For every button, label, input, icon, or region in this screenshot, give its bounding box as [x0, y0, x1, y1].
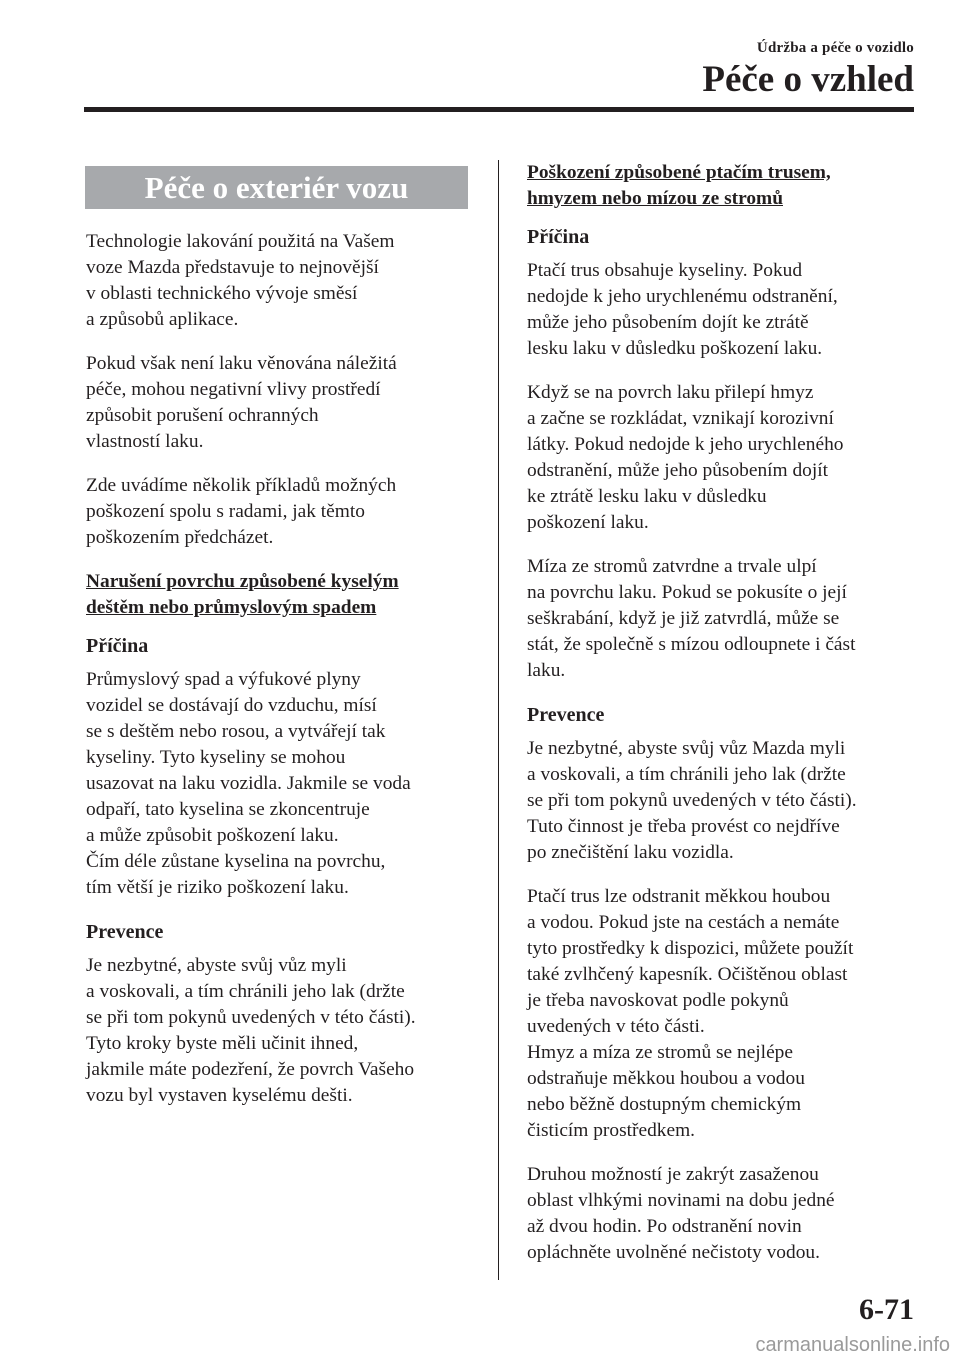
- page-number: 6-71: [859, 1293, 914, 1326]
- prevention-paragraph: Ptačí trus lze odstranit měkkou houbou a vodou. Pokud jste na cestách a nemáte tyto prostředky k dispozici, můžete použít také zvlhčený kapesník. Očištěnou oblast je třeba navoskovat podle pokynů uvedených v této části. Hmyz a míza ze stromů se nejlépe odstraňuje měkkou houbou a vodou nebo běžně dostupným chemickým čisticím prostředkem.: [527, 886, 854, 1141]
- page-title: Péče o vzhled: [702, 59, 914, 100]
- section-banner: Péče o exteriér vozu: [85, 166, 468, 209]
- subheading-acid-rain: Narušení povrchu způsobené kyselým deštěm nebo průmyslovým spadem: [86, 571, 399, 618]
- cause-paragraph: Průmyslový spad a výfukové plyny vozidel se dostávají do vzduchu, mísí se s deštěm nebo rosou, a vytvářejí tak kyseliny. Tyto kyseliny se mohou usazovat na laku vozidla. Jakmile se voda odpaří, tato kyselina se zkoncentruje a může způsobit poškození laku. Čím déle zůstane kyselina na povrchu, tím větší je riziko poškození laku.: [86, 669, 411, 898]
- header-section-label: Údržba a péče o vozidlo: [756, 40, 914, 56]
- cause-paragraph: Když se na povrch laku přilepí hmyz a začne se rozkládat, vznikají korozivní látky. Pokud nedojde k jeho urychleného odstranění, může jeho působením dojít ke ztrátě lesku laku v důsledku poškození laku.: [527, 382, 844, 533]
- column-divider: [498, 160, 499, 1280]
- watermark: carmanualsonline.info: [755, 1334, 950, 1356]
- cause-label: Příčina: [86, 635, 149, 657]
- intro-paragraph: Pokud však není laku věnována náležitá péče, mohou negativní vlivy prostředí způsobit porušení ochranných vlastností laku.: [86, 353, 397, 452]
- right-column: [527, 160, 917, 1284]
- prevention-label: Prevence: [86, 921, 164, 943]
- subheading-bird-droppings: Poškození způsobené ptačím trusem, hmyzem nebo mízou ze stromů: [527, 162, 831, 209]
- prevention-paragraph: Je nezbytné, abyste svůj vůz myli a voskovali, a tím chránili jeho lak (držte se při tom pokynů uvedených v této části). Tyto kroky byste měli učinit ihned, jakmile máte podezření, že povrch Vašeho vozu byl vystaven kyselému dešti.: [86, 955, 416, 1106]
- cause-paragraph: Ptačí trus obsahuje kyseliny. Pokud nedojde k jeho urychlenému odstranění, může jeho působením dojít ke ztrátě lesku laku v důsledku poškození laku.: [527, 260, 838, 359]
- prevention-label: Prevence: [527, 704, 605, 726]
- cause-label: Příčina: [527, 226, 590, 248]
- intro-paragraph: Zde uvádíme několik příkladů možných poškození spolu s radami, jak těmto poškozením předcházet.: [86, 475, 397, 548]
- prevention-paragraph: Je nezbytné, abyste svůj vůz Mazda myli a voskovali, a tím chránili jeho lak (držte se při tom pokynů uvedených v této části). Tuto činnost je třeba provést co nejdříve po znečištění laku vozidla.: [527, 738, 857, 863]
- prevention-paragraph: Druhou možností je zakrýt zasaženou oblast vlhkými novinami na dobu jedné až dvou hodin. Po odstranění novin opláchněte uvolněné nečistoty vodou.: [527, 1164, 835, 1263]
- header-rule: [84, 107, 914, 112]
- intro-paragraph: Technologie lakování použitá na Vašem voze Mazda představuje to nejnovější v oblasti technického vývoje směsí a způsobů aplikace.: [86, 231, 395, 330]
- left-column: [86, 166, 476, 1127]
- cause-paragraph: Míza ze stromů zatvrdne a trvale ulpí na povrchu laku. Pokud se pokusíte o její seškrabání, když je již zatvrdlá, může se stát, že společně s mízou odloupnete i část laku.: [527, 556, 856, 681]
